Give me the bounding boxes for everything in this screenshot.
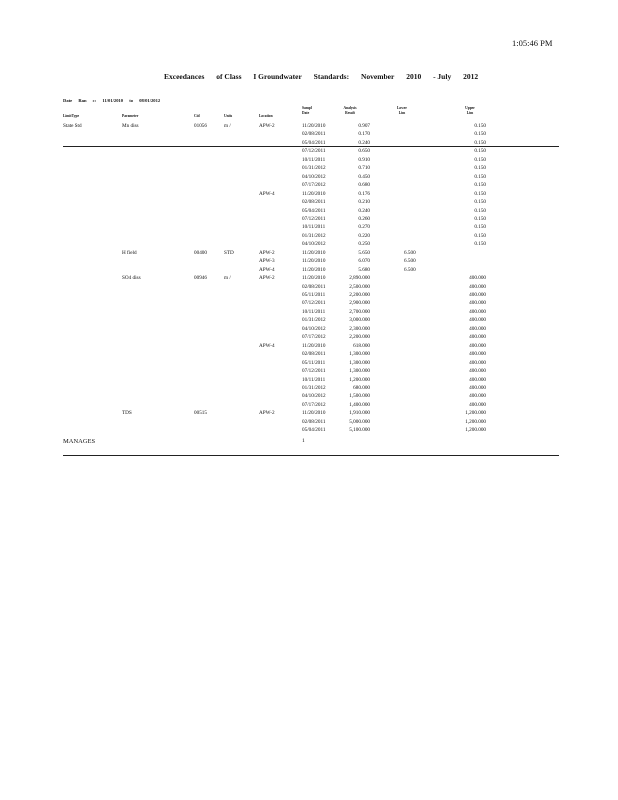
cell-upper-limit: 0.150 <box>474 182 486 189</box>
col-header-location: Location <box>259 114 273 118</box>
cell-result: 1,200.000 <box>349 376 370 383</box>
cell-result: 1,300.000 <box>349 351 370 358</box>
cell-sample-date: 02/08/2011 <box>302 131 326 138</box>
cell-upper-limit: 0.150 <box>474 224 486 231</box>
cell-sample-date: 01/31/2012 <box>302 317 326 324</box>
cell-parameter: SO4 diss <box>122 275 141 282</box>
col-header-cid: Cid <box>194 114 200 118</box>
cell-limit-type: State Std <box>63 123 82 129</box>
cell-upper-limit: 400.000 <box>469 401 486 408</box>
cell-sample-date: 07/17/2012 <box>302 334 326 341</box>
cell-upper-limit: 400.000 <box>469 334 486 341</box>
cell-result: 0.650 <box>358 148 370 155</box>
cell-sample-date: 02/08/2011 <box>302 418 326 425</box>
cell-sample-date: 05/04/2011 <box>302 139 326 146</box>
cell-cid: 00515 <box>194 410 207 417</box>
title-part: 2012 <box>463 72 479 81</box>
cell-sample-date: 11/20/2010 <box>302 410 326 417</box>
cell-result: 680.000 <box>353 384 370 391</box>
cell-lower-limit: 6.500 <box>404 258 416 265</box>
col-header-sample-date <box>302 106 312 116</box>
cell-upper-limit: 0.150 <box>474 173 486 180</box>
cell-result: 1,500.000 <box>349 393 370 400</box>
col-header-lower-line1: Lower <box>397 106 407 110</box>
cell-units: m / <box>224 275 231 282</box>
cell-result: 2,300.000 <box>349 325 370 332</box>
cell-sample-date: 11/20/2010 <box>302 266 326 273</box>
cell-sample-date: 05/04/2011 <box>302 427 326 434</box>
cell-sample-date: 05/11/2011 <box>302 359 326 366</box>
cell-result: 0.260 <box>358 215 370 222</box>
cell-sample-date: 05/11/2011 <box>302 292 326 298</box>
cell-upper-limit: 0.150 <box>474 215 486 222</box>
cell-location: APW-4 <box>259 342 275 349</box>
cell-cid: 00400 <box>194 249 207 256</box>
cell-result: 0.680 <box>358 182 370 189</box>
footer-rule <box>63 455 559 456</box>
cell-sample-date: 07/17/2012 <box>302 401 326 408</box>
cell-sample-date: 04/10/2012 <box>302 173 326 180</box>
cell-sample-date: 10/11/2011 <box>302 224 326 231</box>
cell-result: 5.680 <box>358 266 370 273</box>
cell-sample-date: 10/11/2011 <box>302 308 326 315</box>
cell-upper-limit: 400.000 <box>469 308 486 315</box>
col-header-lower <box>392 106 412 116</box>
cell-result: 618.000 <box>353 342 370 349</box>
title-part: Standards: <box>313 72 350 81</box>
cell-sample-date: 02/08/2011 <box>302 199 326 206</box>
cell-result: 2,700.000 <box>349 308 370 315</box>
cell-sample-date: 02/08/2011 <box>302 283 326 290</box>
cell-lower-limit: 6.500 <box>404 249 416 256</box>
cell-location: APW-4 <box>259 266 275 273</box>
date-range <box>63 98 165 103</box>
cell-sample-date: 01/31/2012 <box>302 384 326 391</box>
cell-cid: 00946 <box>194 275 207 282</box>
cell-result: 6.070 <box>358 258 370 265</box>
cell-result: 2,900.000 <box>349 300 370 307</box>
col-header-limit-type: LimitType <box>63 114 80 118</box>
cell-upper-limit: 0.150 <box>474 165 486 172</box>
cell-sample-date: 10/11/2011 <box>302 376 326 383</box>
cell-sample-date: 11/20/2010 <box>302 123 326 129</box>
cell-sample-date: 05/04/2011 <box>302 207 326 214</box>
cell-result: 2,200.000 <box>349 334 370 341</box>
cell-location: APW-4 <box>259 190 275 197</box>
cell-lower-limit: 6.500 <box>404 266 416 273</box>
cell-upper-limit: 0.150 <box>474 131 486 138</box>
cell-upper-limit: 0.150 <box>474 207 486 214</box>
cell-sample-date: 11/20/2010 <box>302 258 326 265</box>
cell-result: 0.907 <box>358 123 370 129</box>
cell-upper-limit: 0.150 <box>474 156 486 163</box>
cell-location: APW-2 <box>259 123 275 129</box>
cell-location: APW-2 <box>259 410 275 417</box>
cell-upper-limit: 0.150 <box>474 148 486 155</box>
col-header-analysis-line2: Result <box>345 111 355 115</box>
cell-upper-limit: 0.150 <box>474 199 486 206</box>
cell-parameter: TDS <box>122 410 132 417</box>
cell-sample-date: 04/10/2012 <box>302 325 326 332</box>
col-header-analysis <box>338 106 362 116</box>
cell-result: 0.220 <box>358 232 370 239</box>
cell-units: STD <box>224 249 234 256</box>
cell-upper-limit: 400.000 <box>469 292 486 298</box>
cell-upper-limit: 0.150 <box>474 123 486 129</box>
title-part: of Class <box>216 72 242 81</box>
cell-upper-limit: 400.000 <box>469 283 486 290</box>
cell-upper-limit: 400.000 <box>469 384 486 391</box>
cell-result: 5,100.000 <box>349 427 370 434</box>
cell-units: m / <box>224 123 231 129</box>
cell-cid: 01056 <box>194 123 207 129</box>
cell-sample-date: 07/12/2011 <box>302 148 326 155</box>
col-header-parameter: Parameter <box>122 114 139 118</box>
footer-label: MANAGES <box>63 438 96 445</box>
cell-upper-limit: 400.000 <box>469 376 486 383</box>
col-header-sample-date-line1: Sampl <box>302 106 312 110</box>
cell-result: 5,000.000 <box>349 418 370 425</box>
col-header-upper <box>459 106 481 116</box>
cell-sample-date: 07/12/2011 <box>302 300 326 307</box>
col-header-upper-line2: Lim <box>466 111 474 115</box>
date-range-part: Date <box>63 98 73 103</box>
cell-result: 2,500.000 <box>349 283 370 290</box>
title-part: Exceedances <box>164 72 205 81</box>
cell-sample-date: 07/12/2011 <box>302 368 326 375</box>
cell-upper-limit: 1,200.000 <box>465 410 486 417</box>
cell-sample-date: 10/11/2011 <box>302 156 326 163</box>
cell-upper-limit: 0.150 <box>474 190 486 197</box>
cell-sample-date: 02/08/2011 <box>302 351 326 358</box>
cell-result: 0.450 <box>358 173 370 180</box>
page-number: 1 <box>302 438 305 444</box>
title-part: 2010 <box>406 72 422 81</box>
cell-parameter: Mn diss <box>122 123 139 129</box>
cell-sample-date: 01/31/2012 <box>302 232 326 239</box>
cell-result: 1,910.000 <box>349 410 370 417</box>
cell-upper-limit: 0.150 <box>474 232 486 239</box>
cell-upper-limit: 0.150 <box>474 139 486 146</box>
cell-upper-limit: 400.000 <box>469 393 486 400</box>
cell-result: 0.170 <box>358 131 370 138</box>
col-header-lower-line2: Lim <box>398 111 406 115</box>
cell-sample-date: 11/20/2010 <box>302 275 326 282</box>
col-header-units: Units <box>224 114 233 118</box>
title-part: I Groundwater <box>253 72 302 81</box>
cell-result: 0.210 <box>358 199 370 206</box>
report-title <box>164 72 488 81</box>
cell-result: 0.250 <box>358 241 370 248</box>
cell-sample-date: 01/31/2012 <box>302 165 326 172</box>
cell-result: 0.176 <box>358 190 370 197</box>
title-part: - July <box>433 72 452 81</box>
cell-upper-limit: 400.000 <box>469 317 486 324</box>
cell-result: 0.710 <box>358 165 370 172</box>
cell-upper-limit: 400.000 <box>469 351 486 358</box>
cell-result: 1,400.000 <box>349 401 370 408</box>
cell-upper-limit: 400.000 <box>469 359 486 366</box>
cell-result: 0.240 <box>358 207 370 214</box>
cell-sample-date: 04/10/2012 <box>302 393 326 400</box>
cell-result: 2,200.000 <box>349 292 370 298</box>
date-range-part: c: <box>92 98 97 103</box>
title-part: November <box>360 72 395 81</box>
date-range-part: Ran <box>78 98 87 103</box>
date-range-part: 08/01/2012 <box>139 98 161 103</box>
cell-result: 0.910 <box>358 156 370 163</box>
cell-upper-limit: 0.150 <box>474 241 486 248</box>
col-header-sample-date-line2: Date <box>302 111 310 115</box>
cell-upper-limit: 400.000 <box>469 368 486 375</box>
cell-sample-date: 11/20/2010 <box>302 342 326 349</box>
cell-result: 0.270 <box>358 224 370 231</box>
cell-upper-limit: 400.000 <box>469 275 486 282</box>
cell-result: 2,890.000 <box>349 275 370 282</box>
col-header-upper-line1: Upper <box>465 106 475 110</box>
print-time: 1:05:46 PM <box>512 38 553 48</box>
cell-result: 3,000.000 <box>349 317 370 324</box>
cell-upper-limit: 1,200.000 <box>465 427 486 434</box>
cell-upper-limit: 400.000 <box>469 300 486 307</box>
cell-sample-date: 07/17/2012 <box>302 182 326 189</box>
cell-sample-date: 04/10/2012 <box>302 241 326 248</box>
cell-upper-limit: 1,200.000 <box>465 418 486 425</box>
date-range-part: to <box>129 98 134 103</box>
cell-result: 1,300.000 <box>349 359 370 366</box>
cell-location: APW-2 <box>259 275 275 282</box>
cell-sample-date: 11/20/2010 <box>302 249 326 256</box>
cell-result: 5.650 <box>358 249 370 256</box>
cell-result: 0.240 <box>358 139 370 146</box>
cell-sample-date: 11/20/2010 <box>302 190 326 197</box>
cell-location: APW-3 <box>259 258 275 265</box>
cell-upper-limit: 400.000 <box>469 342 486 349</box>
cell-result: 1,300.000 <box>349 368 370 375</box>
cell-location: APW-2 <box>259 249 275 256</box>
cell-sample-date: 07/12/2011 <box>302 215 326 222</box>
col-header-analysis-line1: Analysis <box>343 106 357 110</box>
date-range-part: 11/01/2010 <box>102 98 124 103</box>
cell-upper-limit: 400.000 <box>469 325 486 332</box>
cell-parameter: H field <box>122 249 137 256</box>
